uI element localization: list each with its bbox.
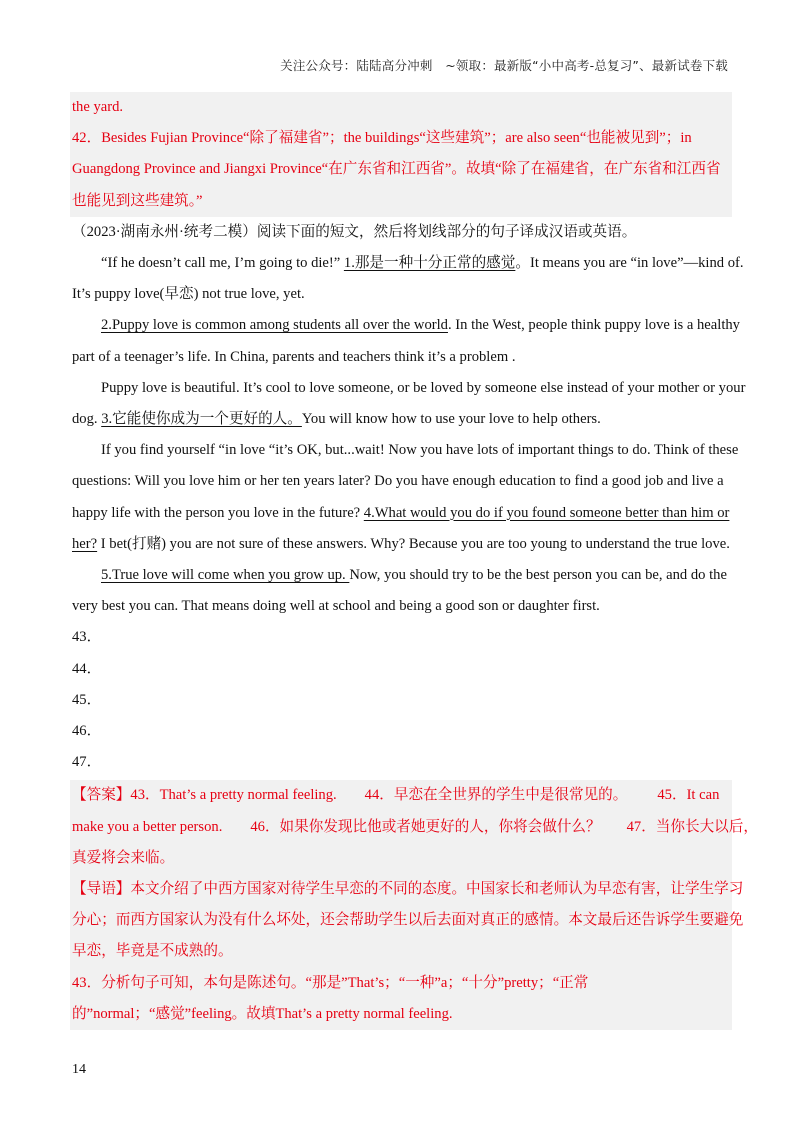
answer-42-line: 也能见到这些建筑。” bbox=[72, 192, 203, 209]
text-segment: You will know how to use your love to help others. bbox=[301, 411, 601, 428]
passage-paragraph-3: Puppy love is beautiful. It’s cool to love someone, or be loved by someone else instead of your mother or your bbox=[101, 379, 746, 396]
blank-43: 43． bbox=[72, 629, 102, 646]
answer-line bbox=[72, 812, 758, 843]
blank-45: 45． bbox=[72, 691, 102, 708]
underlined-sentence-2: 2.Puppy love is common among students all over the world bbox=[101, 317, 448, 334]
text-segment: . In the West, people think puppy love is a healthy bbox=[447, 317, 740, 334]
page-number: 14 bbox=[72, 1062, 86, 1077]
answer-tag: 【答案】 bbox=[72, 787, 131, 804]
underlined-sentence-3: 3.它能使你成为一个更好的人。 bbox=[101, 411, 302, 428]
text-segment: “If he doesn’t call me, I’m going to die!” bbox=[101, 255, 344, 272]
guide-line: 分心；而西方国家认为没有什么坏处，还会帮助学生以后去面对真正的感情。本文最后还告诉学生要避免 bbox=[72, 912, 744, 929]
explanation-43-line: 43．分析句子可知，本句是陈述句。“那是”That’s；“一种”a；“十分”pretty；“正常 bbox=[72, 974, 589, 991]
passage-paragraph-2 bbox=[72, 310, 740, 341]
answer-42-line: 42．Besides Fujian Province“除了福建省”；the buildings“这些建筑”；are also seen“也能被见到”；in bbox=[72, 130, 692, 147]
text-segment: Now, you should try to be the best person you can be, and do the bbox=[349, 567, 727, 584]
blank-46: 46． bbox=[72, 723, 102, 740]
guide-tag: 【导语】 bbox=[72, 881, 131, 898]
passage-paragraph-1 bbox=[72, 248, 744, 279]
answer-line: the yard. bbox=[72, 99, 124, 115]
underlined-sentence-5: 5.True love will come when you grow up. bbox=[101, 567, 350, 584]
guide-text: 本文介绍了中西方国家对待学生早恋的不同的态度。中国家长和老师认为早恋有害，让学生学习 bbox=[130, 881, 744, 898]
answer-45: 45．It can bbox=[657, 787, 720, 804]
passage-line bbox=[72, 529, 732, 560]
passage-line bbox=[72, 498, 732, 529]
page-header: 关注公众号：陆陆高分冲刺 ~领取：最新版“小中高考-总复习”、最新试卷下载 bbox=[280, 58, 728, 73]
text-segment: happy life with the person you love in the future? bbox=[72, 504, 364, 521]
text-segment: 。It means you are “in love”—kind of. bbox=[515, 255, 744, 272]
question-intro: （2023·湖南永州·统考二模）阅读下面的短文，然后将划线部分的句子译成汉语或英语。 bbox=[72, 223, 637, 240]
answer-46: 46．如果你发现比他或者她更好的人，你将会做什么？ bbox=[250, 818, 601, 835]
underlined-sentence-1: 1.那是一种十分正常的感觉 bbox=[343, 255, 516, 272]
answer-44: 44．早恋在全世界的学生中是很常见的。 bbox=[364, 787, 628, 804]
answer-line: 真爱将会来临。 bbox=[72, 849, 175, 866]
answer-47: 47．当你长大以后， bbox=[626, 818, 758, 835]
blank-47: 47． bbox=[72, 754, 102, 771]
page-content bbox=[72, 92, 758, 1030]
guide-line: 早恋，毕竟是不成熟的。 bbox=[72, 943, 233, 960]
passage-line: questions: Will you love him or her ten years later? Do you have enough education to find a good job and live a bbox=[72, 473, 724, 490]
passage-paragraph-5 bbox=[72, 560, 732, 591]
guide-line bbox=[72, 874, 744, 905]
text-segment: dog. bbox=[72, 411, 102, 428]
passage-line: It’s puppy love(早恋) not true love, yet. bbox=[72, 286, 305, 303]
answer-43: 43．That’s a pretty normal feeling. bbox=[130, 787, 337, 804]
answer-45-end: make you a better person. bbox=[72, 818, 223, 835]
answer-block bbox=[70, 780, 758, 1030]
passage-paragraph-4: If you find yourself “in love “it’s OK, but...wait! Now you have lots of important things to do. Think of these bbox=[101, 442, 739, 459]
passage-line bbox=[72, 404, 732, 435]
passage-line: part of a teenager’s life. In China, parents and teachers think it’s a problem . bbox=[72, 348, 516, 365]
underlined-sentence-4-end: her? bbox=[72, 535, 98, 552]
underlined-sentence-4: 4.What would you do if you found someone better than him or bbox=[363, 504, 730, 521]
answer-42-line: Guangdong Province and Jiangxi Province“在广东省和江西省”。故填“除了在福建省，在广东省和江西省 bbox=[72, 161, 721, 178]
passage-line: very best you can. That means doing well at school and being a good son or daughter first. bbox=[72, 598, 600, 615]
explanation-43-line: 的”normal；“感觉”feeling。故填That’s a pretty normal feeling. bbox=[72, 1005, 453, 1022]
text-segment: I bet(打赌) you are not sure of these answers. Why? Because you are too young to understand the true love. bbox=[97, 535, 730, 552]
blank-44: 44． bbox=[72, 660, 102, 677]
answer-line bbox=[72, 780, 732, 811]
previous-answer-block bbox=[70, 92, 732, 217]
